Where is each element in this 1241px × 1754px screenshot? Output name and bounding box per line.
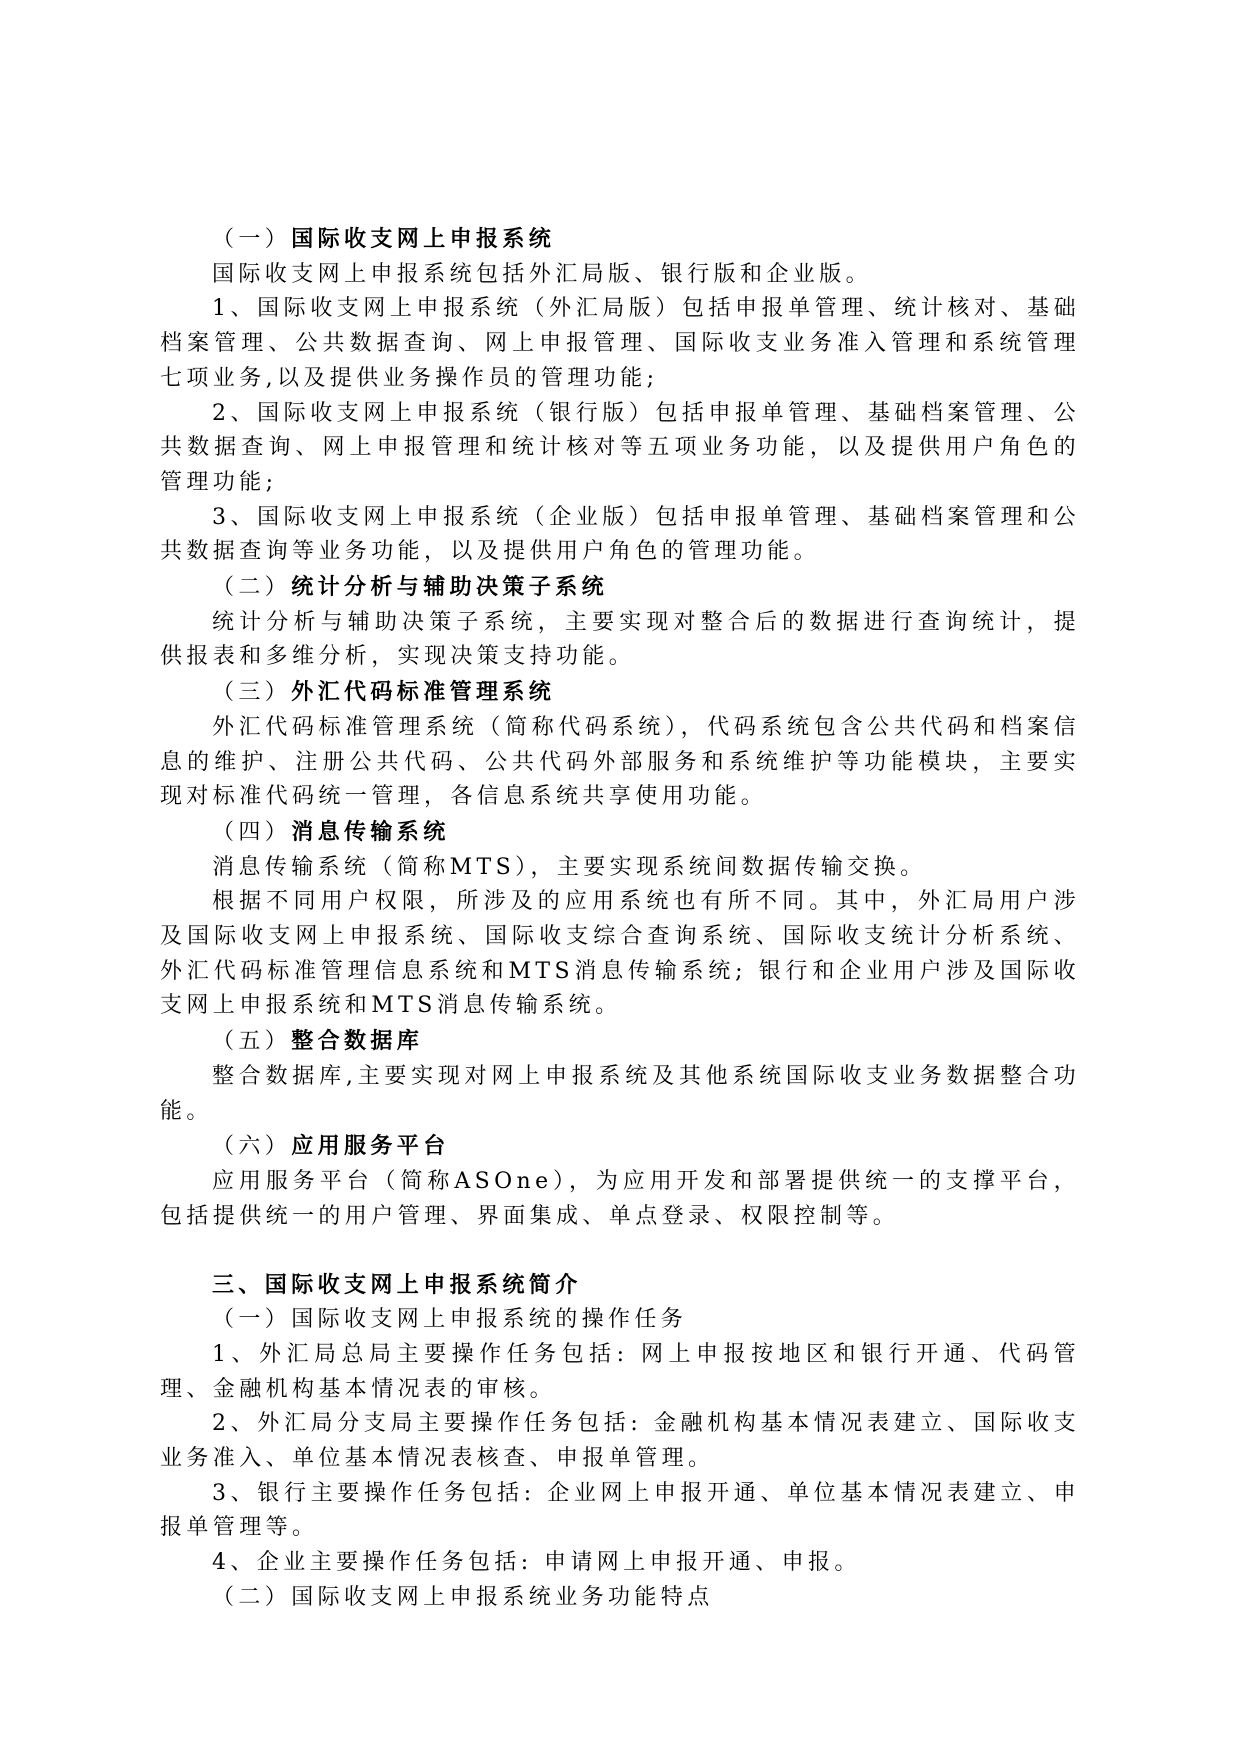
section-heading-4: （四）消息传输系统 [212, 818, 450, 845]
part-heading: 三、国际收支网上申报系统简介 [212, 1272, 582, 1299]
list-item: 4、企业主要操作任务包括: 申请网上申报开通、申报。 [212, 1550, 861, 1576]
paragraph: 外汇代码标准管理系统（简称代码系统），代码系统包含公共代码和档案信息的维护、注册公共代码、公共代码外部服务和系统维护等功能模块，主要实现对标准代码统一管理，各信息系统共享使用功能。 [160, 714, 1080, 810]
paragraph: 消息传输系统（简称MTS），主要实现系统间数据传输交换。 [212, 854, 927, 880]
subsection-heading: （一）国际收支网上申报系统的操作任务 [212, 1307, 688, 1333]
paragraph: 3、国际收支网上申报系统（企业版）包括申报单管理、基础档案管理和公共数据查询等业务功能，以及提供用户角色的管理功能。 [160, 504, 1080, 565]
list-item: 2、外汇局分支局主要操作任务包括: 金融机构基本情况表建立、国际收支业务准入、单位基本情况表核查、申报单管理。 [160, 1411, 1080, 1471]
list-item: 1、外汇局总局主要操作任务包括: 网上申报按地区和银行开通、代码管理、金融机构基本情况表的审核。 [160, 1341, 1080, 1402]
section-heading-5: （五）整合数据库 [212, 1028, 424, 1055]
document-page [160, 222, 1080, 1615]
subsection-heading: （二）国际收支网上申报系统业务功能特点 [212, 1584, 714, 1610]
paragraph: 根据不同用户权限，所涉及的应用系统也有所不同。其中，外汇局用户涉及国际收支网上申报系统、国际收支综合查询系统、国际收支统计分析系统、外汇代码标准管理信息系统和MTS消息传输系统; 银行和企业用户涉及国际收支网上申报系统和MTS消息传输系统。 [160, 889, 1080, 1019]
section-heading-3: （三）外汇代码标准管理系统 [212, 679, 556, 706]
paragraph: 1、国际收支网上申报系统（外汇局版）包括申报单管理、统计核对、基础档案管理、公共数据查询、网上申报管理、国际收支业务准入管理和系统管理七项业务,以及提供业务操作员的管理功能; [160, 296, 1080, 391]
paragraph: 2、国际收支网上申报系统（银行版）包括申报单管理、基础档案管理、公共数据查询、网上申报管理和统计核对等五项业务功能，以及提供用户角色的管理功能; [160, 400, 1080, 495]
spacer [160, 1234, 1080, 1268]
paragraph: 国际收支网上申报系统包括外汇局版、银行版和企业版。 [212, 261, 873, 287]
section-heading-6: （六）应用服务平台 [212, 1133, 450, 1160]
paragraph: 统计分析与辅助决策子系统，主要实现对整合后的数据进行查询统计，提供报表和多维分析，实现决策支持功能。 [160, 609, 1080, 670]
paragraph: 整合数据库,主要实现对网上申报系统及其他系统国际收支业务数据整合功能。 [160, 1063, 1080, 1124]
paragraph: 应用服务平台（简称ASOne），为应用开发和部署提供统一的支撑平台，包括提供统一的用户管理、界面集成、单点登录、权限控制等。 [160, 1168, 1080, 1229]
section-heading-2: （二）统计分析与辅助决策子系统 [212, 574, 609, 601]
section-heading-1: （一）国际收支网上申报系统 [212, 226, 556, 252]
list-item: 3、银行主要操作任务包括: 企业网上申报开通、单位基本情况表建立、申报单管理等。 [160, 1480, 1080, 1541]
